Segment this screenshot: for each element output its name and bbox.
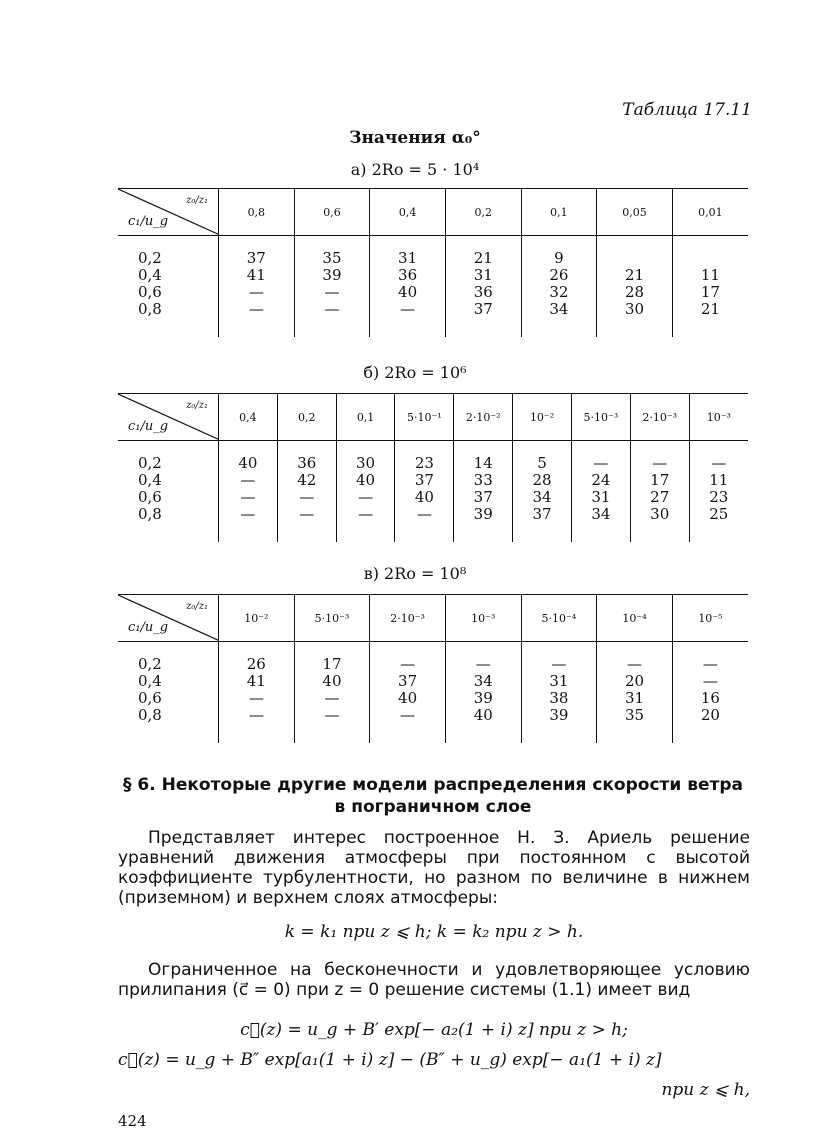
table-cell: 9 <box>554 249 564 267</box>
table-cell: 41 <box>246 266 266 284</box>
page-number: 424 <box>118 1112 147 1130</box>
row-labels <box>118 642 219 744</box>
row-label: 0,2 <box>138 655 162 673</box>
table-cell: 21 <box>624 266 645 284</box>
data-column <box>513 441 572 543</box>
column-header: 0,2 <box>445 189 521 236</box>
data-column <box>336 441 395 543</box>
table-cell: 39 <box>473 689 493 707</box>
table-cell: 39 <box>549 706 569 724</box>
data-column <box>219 642 295 744</box>
table-cell: 34 <box>473 672 493 690</box>
table-cell: 23 <box>709 488 729 506</box>
table-cell: 21 <box>473 249 493 267</box>
row-label: 0,8 <box>138 505 162 523</box>
column-header: 2·10⁻² <box>454 394 513 441</box>
data-column <box>370 236 446 338</box>
data-column <box>370 642 446 744</box>
table-cell: 20 <box>624 672 645 690</box>
table-cell: — <box>240 505 256 523</box>
table-cell: — <box>248 300 264 318</box>
table-cell: 40 <box>356 471 376 489</box>
column-header: 0,1 <box>521 189 597 236</box>
table-cell: 11 <box>709 471 729 489</box>
table-cell: — <box>324 283 340 301</box>
column-header: 0,4 <box>219 394 278 441</box>
column-header: 5·10⁻³ <box>294 595 370 642</box>
row-axis-label: c₁/u_g <box>128 214 169 229</box>
section-title <box>118 774 748 818</box>
row-label: 0,2 <box>138 454 162 472</box>
table-cell: 37 <box>246 249 266 267</box>
table-cell: 24 <box>591 471 611 489</box>
table-cell: — <box>240 488 256 506</box>
table-cell: 39 <box>322 266 342 284</box>
column-header: 0,1 <box>336 394 395 441</box>
table-cell: 17 <box>322 655 342 673</box>
table-cell: — <box>400 706 416 724</box>
table-b <box>118 393 748 542</box>
table-cell <box>598 250 671 267</box>
data-column <box>630 441 689 543</box>
table-cell: 40 <box>398 283 418 301</box>
table-cell: 21 <box>700 300 720 318</box>
table-cell: — <box>358 488 374 506</box>
table-cell: — <box>248 689 264 707</box>
formula-3: c⃗(z) = u_g + B″ exp[a₁(1 + i) z] − (B″ + u_g) exp[− a₁(1 + i) z] <box>118 1050 662 1070</box>
formula-4: при z ⩽ h, <box>661 1080 750 1100</box>
data-column <box>672 642 748 744</box>
table-cell: 28 <box>532 471 552 489</box>
table-cell: 35 <box>624 706 645 724</box>
data-column <box>445 642 521 744</box>
table-cell: 40 <box>238 454 258 472</box>
table-cell: — <box>324 689 340 707</box>
data-column <box>219 441 278 543</box>
column-header: 0,8 <box>219 189 295 236</box>
table-a <box>118 188 748 337</box>
table-cell: 37 <box>398 672 418 690</box>
row-axis-label: c₁/u_g <box>128 620 169 635</box>
table-cell: 40 <box>322 672 342 690</box>
table-cell: 38 <box>549 689 569 707</box>
row-label: 0,6 <box>138 689 162 707</box>
row-label: 0,4 <box>138 266 162 284</box>
paragraph-1 <box>118 828 750 908</box>
data-column <box>521 642 597 744</box>
table-cell: 37 <box>473 300 493 318</box>
table-number: Таблица 17.11 <box>622 100 752 120</box>
table-cell: — <box>702 672 718 690</box>
table-cell: — <box>416 505 432 523</box>
data-column <box>597 236 673 338</box>
column-header: 10⁻⁴ <box>597 595 673 642</box>
table-cell: 32 <box>549 283 569 301</box>
table-b-label: б) 2Ro = 10⁶ <box>363 363 467 382</box>
row-labels <box>118 441 219 543</box>
table-cell: — <box>400 655 416 673</box>
table-cell: 30 <box>650 505 670 523</box>
table-cell: 35 <box>322 249 342 267</box>
column-header: 0,05 <box>597 189 673 236</box>
table-cell: 33 <box>473 471 493 489</box>
row-label: 0,8 <box>138 706 162 724</box>
table-cell: — <box>358 505 374 523</box>
formula-1: k = k₁ при z ⩽ h; k = k₂ при z > h. <box>284 922 584 942</box>
table-cell: 31 <box>549 672 569 690</box>
table-cell: 37 <box>532 505 552 523</box>
table-cell: 36 <box>473 283 493 301</box>
corner-header <box>118 595 219 642</box>
table-cell: — <box>299 505 315 523</box>
table-cell: 27 <box>650 488 670 506</box>
data-column <box>294 236 370 338</box>
corner-header <box>118 394 219 441</box>
column-axis-label: z₀/z₁ <box>186 400 208 411</box>
table-cell: 36 <box>297 454 317 472</box>
table-cell: 16 <box>700 689 720 707</box>
row-label: 0,4 <box>138 471 162 489</box>
column-header: 10⁻³ <box>689 394 748 441</box>
table-cell: — <box>475 655 491 673</box>
table-cell: 26 <box>246 655 266 673</box>
data-column <box>277 441 336 543</box>
table-cell: 14 <box>473 454 493 472</box>
paragraph-1-text: Представляет интерес построенное Н. З. Ариель решение уравнений движения атмосферы при постоянном с высотой коэффициенте турбулентности, но разном по величине в нижнем (приземном) и верхнем слоях атмосферы: <box>118 828 750 908</box>
table-cell: 34 <box>549 300 569 318</box>
table-cell: 37 <box>414 471 434 489</box>
table-cell: 34 <box>591 505 611 523</box>
table-cell: — <box>627 655 643 673</box>
table-cell: 42 <box>297 471 317 489</box>
column-header: 0,4 <box>370 189 446 236</box>
data-column <box>672 236 748 338</box>
table-c-label: в) 2Ro = 10⁸ <box>363 564 467 583</box>
row-label: 0,4 <box>138 672 162 690</box>
data-column <box>294 642 370 744</box>
data-column <box>689 441 748 543</box>
column-header: 2·10⁻³ <box>630 394 689 441</box>
column-axis-label: z₀/z₁ <box>186 601 208 612</box>
table-cell: — <box>240 471 256 489</box>
section-title-line-1: § 6. Некоторые другие модели распределения скорости ветра <box>122 775 744 795</box>
table-cell: 28 <box>624 283 645 301</box>
table-cell: 40 <box>414 488 434 506</box>
data-column <box>445 236 521 338</box>
table-cell: — <box>593 454 609 472</box>
table-cell: 30 <box>356 454 376 472</box>
table-cell: — <box>551 655 567 673</box>
table-cell: 41 <box>246 672 266 690</box>
table-cell: 40 <box>473 706 493 724</box>
table-cell: 31 <box>624 689 645 707</box>
section-title-line-2: в пограничном слое <box>334 797 532 817</box>
data-column <box>454 441 513 543</box>
data-column <box>597 642 673 744</box>
row-axis-label: c₁/u_g <box>128 419 169 434</box>
corner-header <box>118 189 219 236</box>
table-cell: — <box>299 488 315 506</box>
data-column <box>395 441 454 543</box>
table-a-label: а) 2Ro = 5 · 10⁴ <box>350 160 480 179</box>
column-header: 5·10⁻⁴ <box>521 595 597 642</box>
column-header: 0,2 <box>277 394 336 441</box>
column-header: 10⁻⁵ <box>672 595 748 642</box>
table-cell: — <box>324 300 340 318</box>
row-label: 0,8 <box>138 300 162 318</box>
column-header: 2·10⁻³ <box>370 595 446 642</box>
column-axis-label: z₀/z₁ <box>186 195 208 206</box>
row-labels <box>118 236 219 338</box>
data-column <box>219 236 295 338</box>
table-cell: 31 <box>473 266 493 284</box>
table-cell: 25 <box>709 505 729 523</box>
table-cell <box>674 250 747 267</box>
column-header: 10⁻² <box>513 394 572 441</box>
column-header: 10⁻² <box>219 595 295 642</box>
row-label: 0,6 <box>138 488 162 506</box>
table-cell: 11 <box>700 266 720 284</box>
column-header: 10⁻³ <box>445 595 521 642</box>
column-header: 0,01 <box>672 189 748 236</box>
column-header: 5·10⁻¹ <box>395 394 454 441</box>
paragraph-2 <box>118 960 750 1000</box>
paragraph-2-text: Ограниченное на бесконечности и удовлетворяющее условию прилипания (c⃗ = 0) при z = 0 решение системы (1.1) имеет вид <box>118 960 750 1000</box>
table-cell: — <box>248 283 264 301</box>
column-header: 5·10⁻³ <box>571 394 630 441</box>
data-column <box>521 236 597 338</box>
row-label: 0,2 <box>138 249 162 267</box>
table-cell: 34 <box>532 488 552 506</box>
row-label: 0,6 <box>138 283 162 301</box>
table-caption: Значения α₀° <box>349 128 481 148</box>
table-cell: 17 <box>650 471 670 489</box>
table-cell: 40 <box>398 689 418 707</box>
table-cell: — <box>652 454 668 472</box>
table-cell: 23 <box>414 454 434 472</box>
table-cell: 17 <box>700 283 720 301</box>
column-header: 0,6 <box>294 189 370 236</box>
table-cell: 31 <box>398 249 418 267</box>
table-cell: 39 <box>473 505 493 523</box>
table-cell: — <box>400 300 416 318</box>
table-cell: — <box>248 706 264 724</box>
data-column <box>571 441 630 543</box>
formula-2: c⃗(z) = u_g + B′ exp[− a₂(1 + i) z] при z > h; <box>240 1020 628 1040</box>
table-cell: — <box>702 655 718 673</box>
table-cell: 30 <box>624 300 645 318</box>
table-cell: 37 <box>473 488 493 506</box>
table-cell: 31 <box>591 488 611 506</box>
table-cell: — <box>711 454 727 472</box>
table-cell: 26 <box>549 266 569 284</box>
table-c <box>118 594 748 743</box>
table-cell: 36 <box>398 266 418 284</box>
table-cell: 5 <box>537 454 547 472</box>
table-cell: — <box>324 706 340 724</box>
table-cell: 20 <box>700 706 720 724</box>
